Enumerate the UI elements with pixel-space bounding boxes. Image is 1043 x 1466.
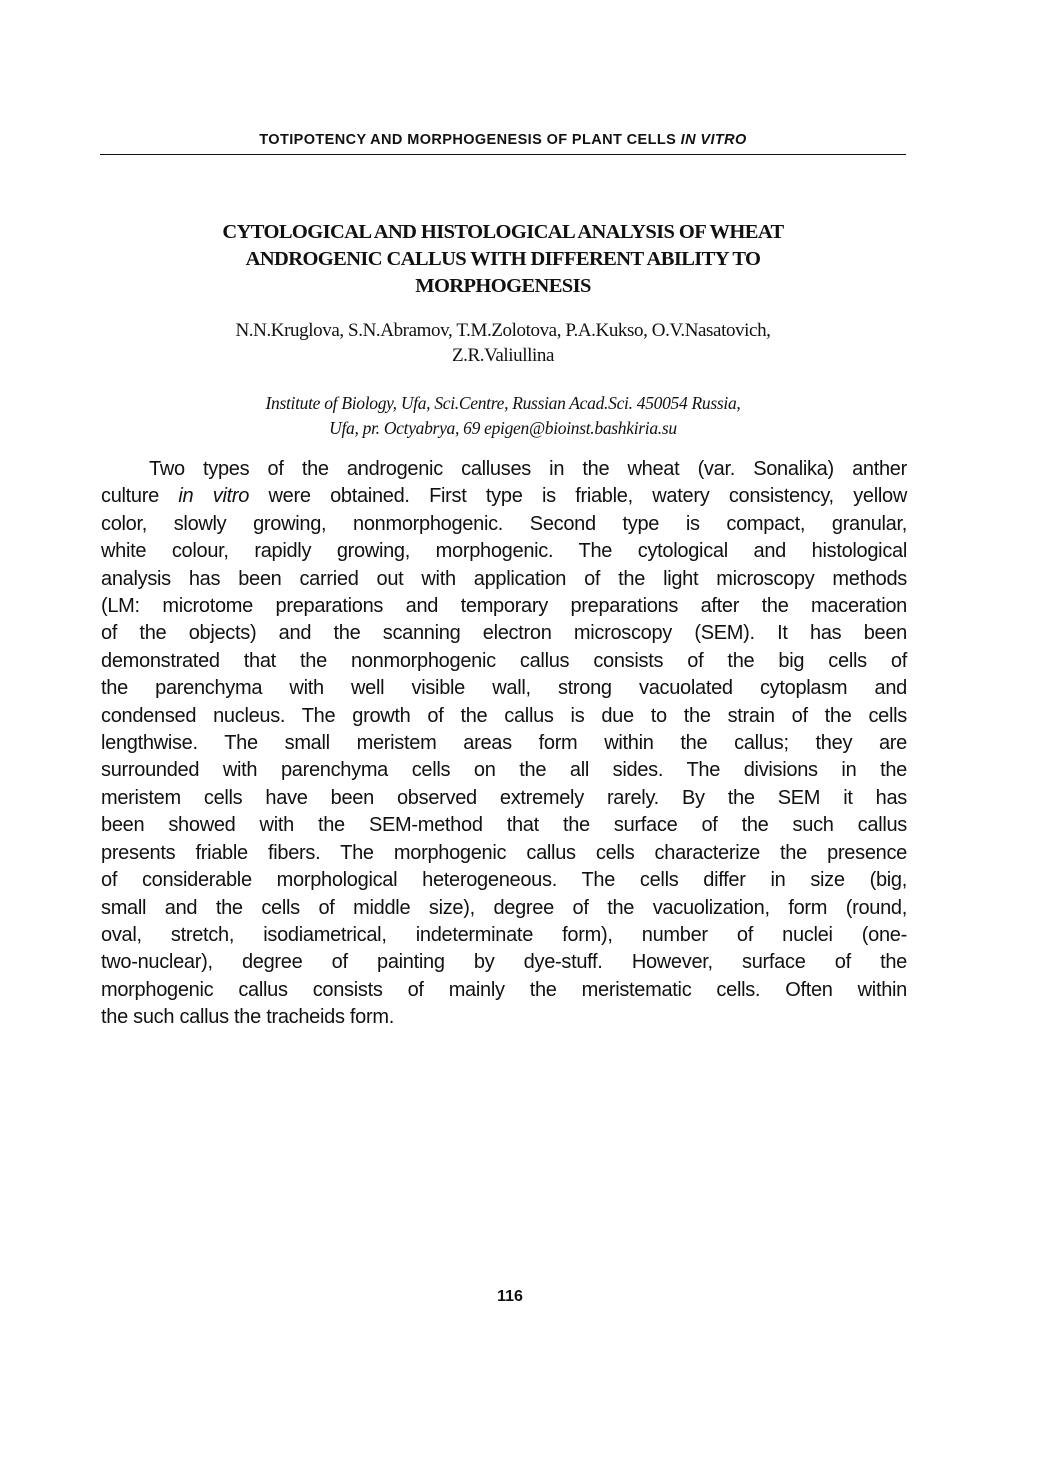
abstract-line: meristem cells have been observed extremely rarely. By the SEM it has [101, 786, 907, 809]
page-number: 116 [497, 1288, 523, 1305]
abstract-line: surrounded with parenchyma cells on the all sides. The divisions in the [101, 759, 907, 782]
affiliation-line: Ufa, pr. Octyabrya, 69 epigen@bioinst.bashkiria.su [329, 418, 677, 438]
running-header-italic: IN VITRO [680, 132, 747, 148]
abstract-line: lengthwise. The small meristem areas form within the callus; they are [101, 732, 907, 755]
header-rule [100, 154, 906, 155]
abstract [101, 456, 907, 1032]
abstract-text: culture [101, 485, 179, 508]
abstract-line: the parenchyma with well visible wall, strong vacuolated cytoplasm and [101, 677, 907, 700]
abstract-line: oval, stretch, isodiametrical, indeterminate form), number of nuclei (one- [101, 923, 907, 946]
affiliation-line: Institute of Biology, Ufa, Sci.Centre, Russian Acad.Sci. 450054 Russia, [265, 393, 741, 413]
abstract-line: demonstrated that the nonmorphogenic callus consists of the big cells of [101, 649, 907, 672]
abstract-line: analysis has been carried out with application of the light microscopy methods [101, 567, 907, 590]
abstract-line: of the objects) and the scanning electron microscopy (SEM). It has been [101, 622, 907, 645]
running-header-text: TOTIPOTENCY AND MORPHOGENESIS OF PLANT CELLS [259, 132, 677, 148]
abstract-line: morphogenic callus consists of mainly the meristematic cells. Often within [101, 978, 907, 1001]
authors-line: Z.R.Valiullina [451, 345, 555, 366]
abstract-line: presents friable fibers. The morphogenic callus cells characterize the presence [101, 841, 907, 864]
abstract-line: two-nuclear), degree of painting by dye-stuff. However, surface of the [101, 951, 907, 974]
title-line: MORPHOGENESIS [415, 275, 591, 297]
abstract-italic-term: in vitro [178, 485, 250, 508]
abstract-line: Two types of the androgenic calluses in the wheat (var. Sonalika) anther [149, 458, 907, 480]
abstract-line: color, slowly growing, nonmorphogenic. Second type is compact, granular, [101, 512, 907, 535]
abstract-line: of considerable morphological heterogeneous. The cells differ in size (big, [101, 869, 907, 892]
title-line: CYTOLOGICAL AND HISTOLOGICAL ANALYSIS OF WHEAT [222, 221, 784, 243]
title-line: ANDROGENIC CALLUS WITH DIFFERENT ABILITY TO [245, 248, 761, 270]
authors-line: N.N.Kruglova, S.N.Abramov, T.M.Zolotova, P.A.Kukso, O.V.Nasatovich, [235, 320, 771, 341]
abstract-line: been showed with the SEM-method that the surface of the such callus [101, 814, 907, 837]
article-title [120, 219, 886, 300]
abstract-line: white colour, rapidly growing, morphogenic. The cytological and histological [101, 540, 907, 563]
affiliation [120, 391, 886, 441]
running-header [100, 132, 906, 148]
abstract-line: the such callus the tracheids form. [101, 1006, 394, 1029]
abstract-line: (LM: microtome preparations and temporary preparations after the maceration [101, 595, 907, 618]
abstract-line: small and the cells of middle size), degree of the vacuolization, form (round, [101, 896, 907, 919]
abstract-line: condensed nucleus. The growth of the callus is due to the strain of the cells [101, 704, 907, 727]
authors [120, 318, 886, 368]
abstract-text: were obtained. First type is friable, watery consistency, yellow [249, 485, 908, 508]
abstract-line [101, 483, 907, 510]
